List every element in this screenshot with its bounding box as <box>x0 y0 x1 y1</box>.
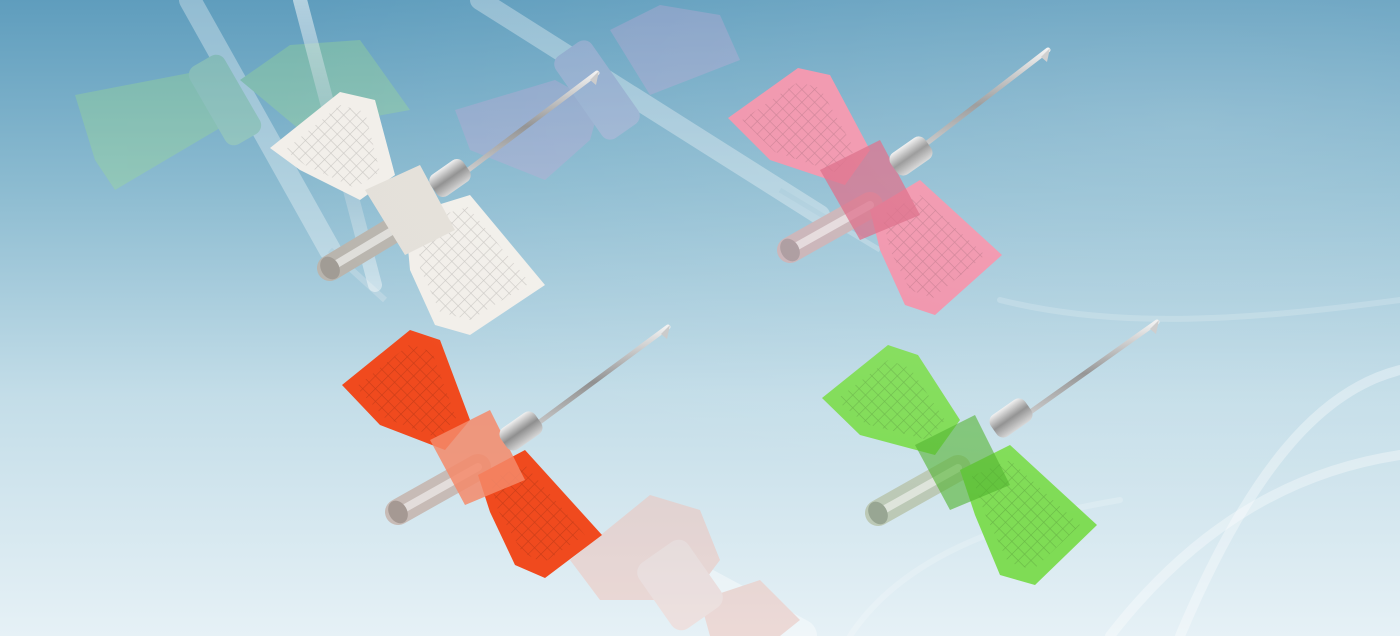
ghost-needle-light-red <box>570 495 800 636</box>
needle-green <box>822 320 1159 585</box>
